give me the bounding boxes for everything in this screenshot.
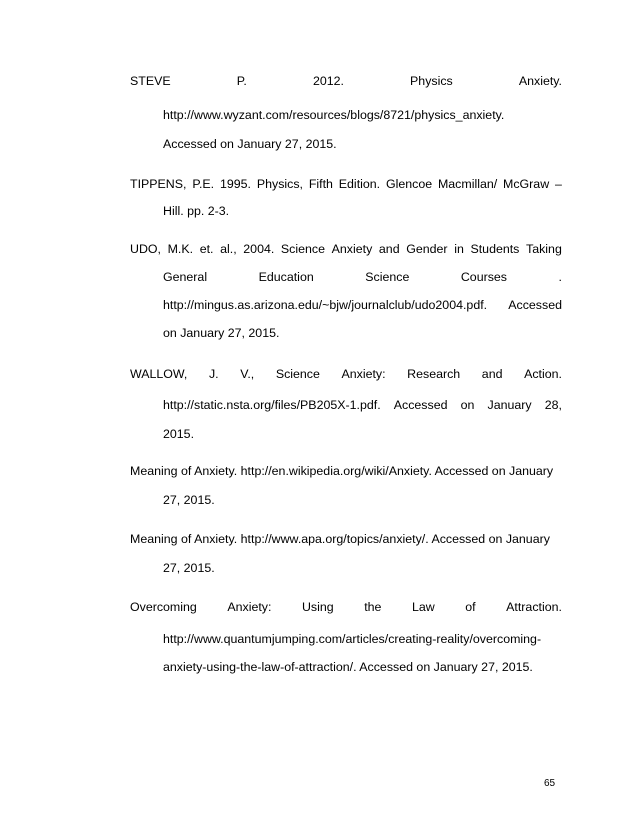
reference-word: Overcoming bbox=[130, 600, 197, 614]
reference-line bbox=[130, 73, 562, 89]
reference-word: P.E. bbox=[192, 177, 215, 191]
page-number: 65 bbox=[544, 778, 556, 789]
reference-line: 27, 2015. bbox=[163, 561, 215, 575]
reference-word: Glencoe bbox=[385, 177, 433, 191]
reference-word: Research bbox=[407, 367, 461, 381]
reference-line bbox=[130, 176, 562, 192]
reference-word: http://mingus.as.arizona.edu/~bjw/journalclub/udo2004.pdf. bbox=[163, 298, 488, 312]
reference-word: Attraction. bbox=[506, 600, 562, 614]
reference-word: V., bbox=[240, 367, 255, 381]
reference-word: Anxiety bbox=[331, 242, 373, 256]
reference-word: McGraw bbox=[503, 177, 550, 191]
reference-word: 28, bbox=[544, 398, 562, 412]
reference-word: Using bbox=[301, 600, 334, 614]
reference-line bbox=[130, 599, 562, 615]
reference-word: Courses bbox=[460, 270, 507, 284]
reference-word: Science bbox=[275, 367, 320, 381]
reference-word: . bbox=[558, 270, 562, 284]
reference-word: – bbox=[555, 177, 562, 191]
reference-word: WALLOW, bbox=[130, 367, 188, 381]
reference-line: http://www.quantumjumping.com/articles/creating-reality/overcoming- bbox=[163, 632, 542, 646]
reference-word: Edition. bbox=[338, 177, 381, 191]
reference-word: Taking bbox=[526, 242, 562, 256]
reference-line bbox=[163, 297, 562, 313]
reference-line bbox=[163, 269, 562, 285]
reference-word: January bbox=[487, 398, 532, 412]
reference-word: UDO, bbox=[130, 242, 161, 256]
reference-word: and bbox=[481, 367, 503, 381]
reference-word: 2012. bbox=[312, 74, 344, 88]
reference-word: General bbox=[163, 270, 208, 284]
reference-word: al., bbox=[220, 242, 237, 256]
reference-word: Law bbox=[411, 600, 435, 614]
reference-line: anxiety-using-the-law-of-attraction/. Accessed on January 27, 2015. bbox=[163, 660, 533, 674]
reference-line: Meaning of Anxiety. http://www.apa.org/topics/anxiety/. Accessed on January bbox=[130, 532, 550, 546]
reference-word: and bbox=[378, 242, 400, 256]
reference-line: Meaning of Anxiety. http://en.wikipedia.org/wiki/Anxiety. Accessed on January bbox=[130, 464, 554, 478]
reference-line: on January 27, 2015. bbox=[163, 326, 280, 340]
reference-word: Macmillan/ bbox=[437, 177, 498, 191]
reference-word: Science bbox=[280, 242, 326, 256]
reference-word: 2004. bbox=[243, 242, 275, 256]
reference-line: http://www.wyzant.com/resources/blogs/8721/physics_anxiety. bbox=[163, 108, 505, 122]
reference-word: Anxiety: bbox=[341, 367, 386, 381]
reference-word: the bbox=[364, 600, 382, 614]
reference-line: 2015. bbox=[163, 427, 195, 441]
reference-word: M.K. bbox=[167, 242, 194, 256]
reference-word: in bbox=[454, 242, 464, 256]
reference-word: J. bbox=[208, 367, 219, 381]
reference-word: Education bbox=[258, 270, 314, 284]
reference-word: http://static.nsta.org/files/PB205X-1.pdf. bbox=[163, 398, 381, 412]
reference-word: et. bbox=[199, 242, 214, 256]
reference-word: Anxiety. bbox=[518, 74, 562, 88]
reference-word: Physics, bbox=[256, 177, 303, 191]
reference-word: Anxiety: bbox=[227, 600, 272, 614]
reference-line: Hill. pp. 2-3. bbox=[163, 204, 230, 218]
reference-word: 1995. bbox=[219, 177, 251, 191]
reference-word: of bbox=[465, 600, 476, 614]
reference-word: Students bbox=[470, 242, 520, 256]
reference-word: Action. bbox=[524, 367, 562, 381]
reference-word: Physics bbox=[410, 74, 453, 88]
reference-word: STEVE bbox=[130, 74, 171, 88]
reference-word: TIPPENS, bbox=[130, 177, 187, 191]
reference-line bbox=[130, 241, 562, 257]
reference-word: Gender bbox=[406, 242, 448, 256]
reference-word: Accessed bbox=[393, 398, 448, 412]
reference-line bbox=[163, 397, 562, 413]
reference-line: Accessed on January 27, 2015. bbox=[163, 137, 337, 151]
reference-word: Accessed bbox=[508, 298, 562, 312]
reference-word: Fifth bbox=[308, 177, 333, 191]
reference-word: P. bbox=[236, 74, 247, 88]
reference-line bbox=[130, 366, 562, 382]
reference-word: on bbox=[460, 398, 475, 412]
reference-word: Science bbox=[365, 270, 410, 284]
reference-line: 27, 2015. bbox=[163, 493, 215, 507]
